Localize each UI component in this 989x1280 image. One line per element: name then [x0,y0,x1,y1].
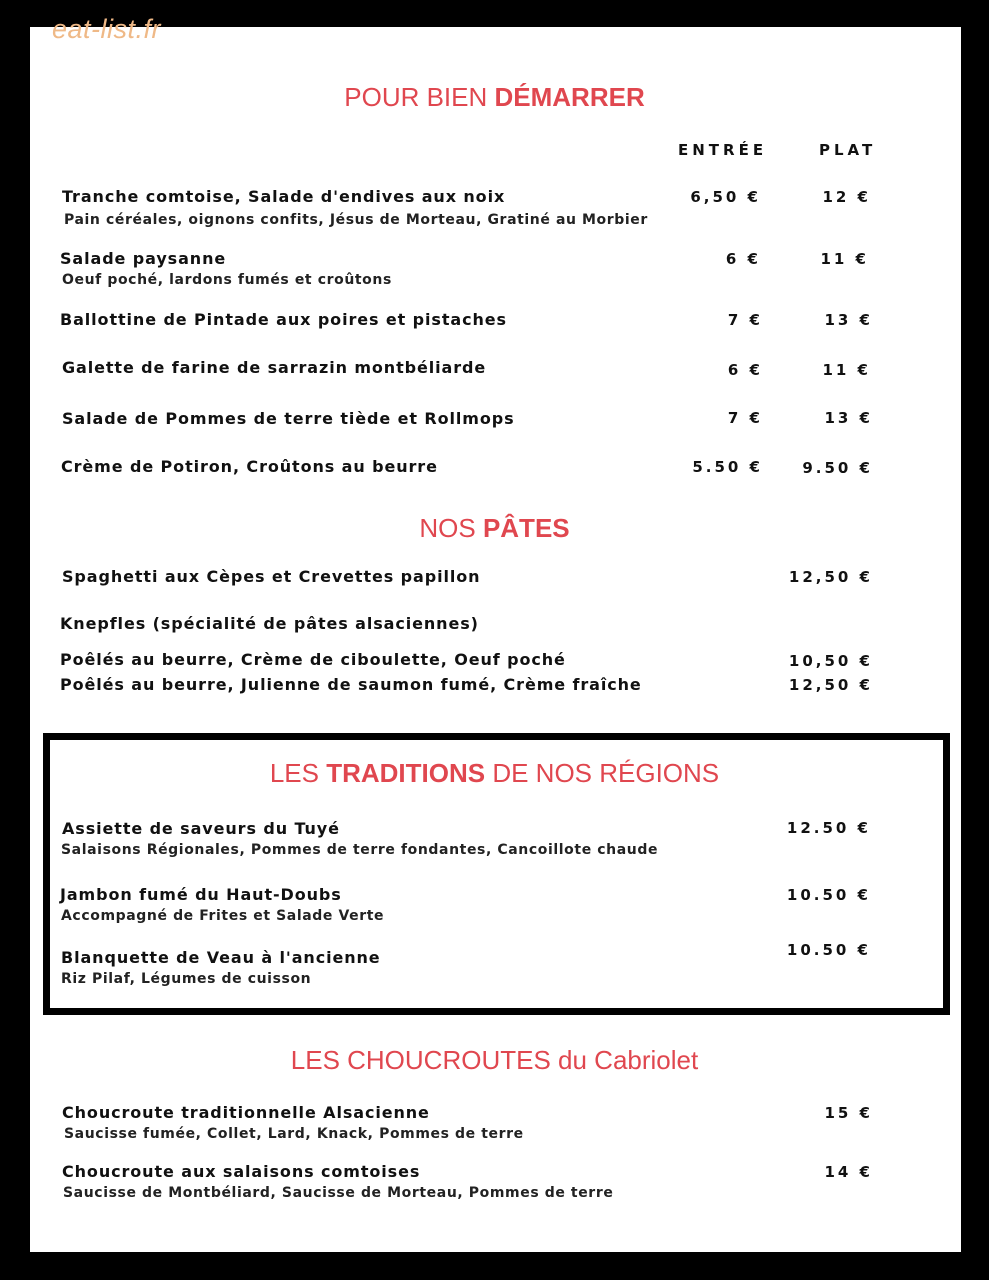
item-price: 10,50 € [788,652,873,670]
price-entree: 6,50 € [690,188,761,206]
item-name: Poêlés au beurre, Julienne de saumon fumé, Crème fraîche [60,675,642,694]
section-title-demarrer [0,82,989,113]
section-title-choucroutes: LES CHOUCROUTES du Cabriolet [290,1045,699,1075]
section-title-prefix: NOS [419,513,483,543]
price-entree: 6 € [725,250,761,268]
item-name: Spaghetti aux Cèpes et Crevettes papillon [62,567,481,586]
item-name: Choucroute aux salaisons comtoises [62,1162,421,1181]
column-header-entree: ENTRÉE [678,141,768,159]
price-entree: 7 € [727,311,763,329]
price-plat: 11 € [822,361,871,379]
item-name: Salade paysanne [60,249,227,268]
section-title-bold: TRADITIONS [326,758,486,788]
item-price: 12,50 € [788,676,873,694]
section-title-prefix: POUR BIEN [344,82,495,112]
item-name: Poêlés au beurre, Crème de ciboulette, Oeuf poché [60,650,566,669]
price-entree: 6 € [727,361,763,379]
item-name: Jambon fumé du Haut-Doubs [60,885,342,904]
item-name: Choucroute traditionnelle Alsacienne [62,1103,430,1122]
item-name: Blanquette de Veau à l'ancienne [61,948,381,967]
section-title-bold: DÉMARRER [494,82,645,112]
item-desc: Saucisse fumée, Collet, Lard, Knack, Pommes de terre [64,1126,524,1142]
item-desc: Accompagné de Frites et Salade Verte [61,908,385,924]
price-plat: 9.50 € [802,459,873,477]
item-name: Ballottine de Pintade aux poires et pistaches [60,310,507,329]
watermark: eat-list.fr [52,14,162,44]
item-desc: Riz Pilaf, Légumes de cuisson [61,971,312,987]
item-name: Galette de farine de sarrazin montbéliarde [62,358,487,377]
section-title-prefix: LES [269,758,327,788]
item-price: 10.50 € [786,886,871,904]
section-title-traditions [0,758,989,789]
item-name: Assiette de saveurs du Tuyé [62,819,340,838]
price-entree: 5.50 € [692,458,763,476]
item-desc: Pain céréales, oignons confits, Jésus de Morteau, Gratiné au Morbier [64,212,648,228]
price-plat: 13 € [824,311,873,329]
item-desc: Saucisse de Montbéliard, Saucisse de Morteau, Pommes de terre [63,1185,614,1201]
item-name: Crème de Potiron, Croûtons au beurre [61,457,438,476]
section-title-bold: PÂTES [482,513,570,543]
item-desc: Salaisons Régionales, Pommes de terre fondantes, Cancoillote chaude [61,842,659,858]
price-plat: 12 € [822,188,871,206]
price-entree: 7 € [727,409,763,427]
price-plat: 11 € [820,250,869,268]
item-price: 10.50 € [786,941,871,959]
item-desc: Oeuf poché, lardons fumés et croûtons [62,272,392,288]
section-title-pates [0,513,989,544]
item-name: Salade de Pommes de terre tiède et Rollmops [62,409,515,428]
column-header-plat: PLAT [819,141,877,159]
price-plat: 13 € [824,409,873,427]
item-price: 15 € [824,1104,873,1122]
item-name: Knepfles (spécialité de pâtes alsaciennes) [60,614,479,633]
item-price: 12,50 € [788,568,873,586]
item-price: 14 € [824,1163,873,1181]
item-name: Tranche comtoise, Salade d'endives aux noix [62,187,506,206]
item-price: 12.50 € [786,819,871,837]
section-title-suffix: DE NOS RÉGIONS [485,758,720,788]
